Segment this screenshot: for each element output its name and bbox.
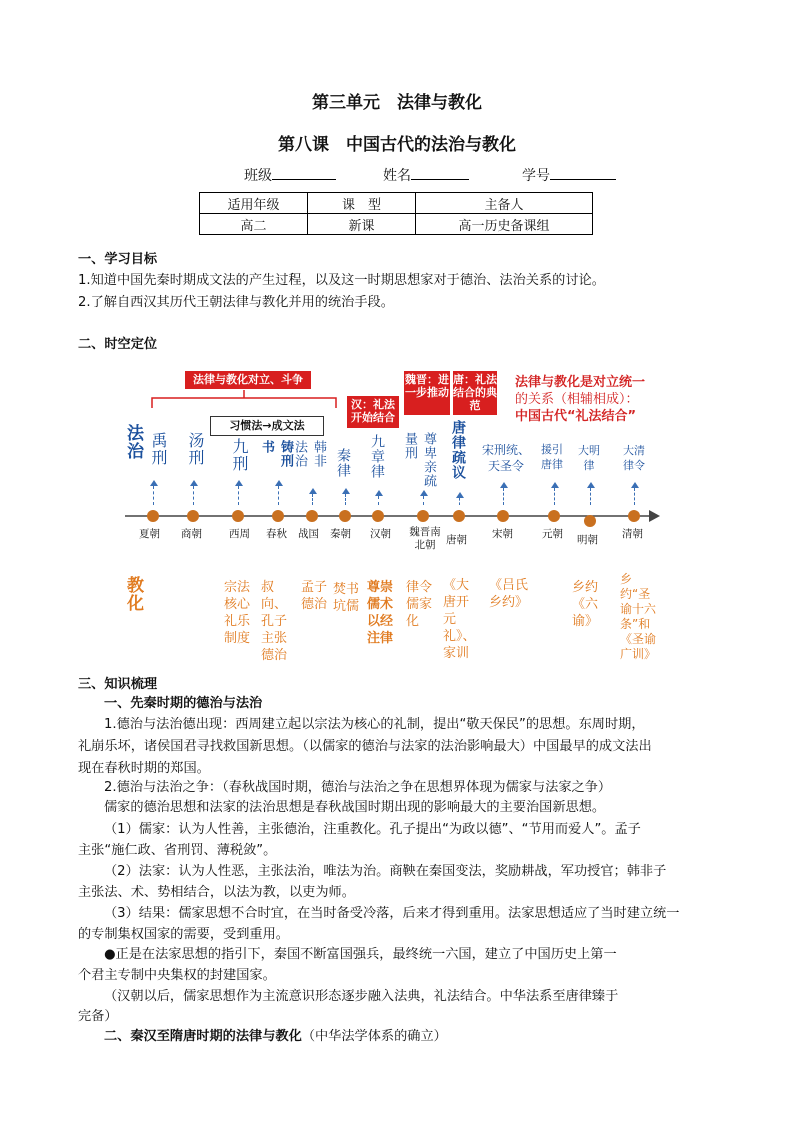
paragraph-line: 主张法、术、势相结合，以法为教，以吏为师。: [78, 885, 355, 900]
law-item: 韩非法治: [292, 440, 326, 468]
paragraph-line: （3）结果：儒家思想不合时宜，在当时备受冷落，后来才得到重用。法家思想适应了当时建立统一: [104, 906, 680, 921]
edu-item: 乡约“圣谕十六条”和《圣谕广训》: [620, 572, 657, 661]
law-side-label: 法治: [123, 424, 143, 460]
edu-item: 焚书坑儒: [333, 582, 360, 614]
law-item: 大清律令: [623, 444, 645, 472]
timeline-dot: [497, 510, 509, 522]
law-item: 援引唐律: [541, 443, 563, 471]
note-line: 法律与教化是对立统一: [515, 375, 646, 390]
goal-item: 2.了解自西汉其历代王朝法律与教化并用的统治手段。: [78, 295, 394, 310]
note-line: 中国古代“礼法结合”: [515, 409, 637, 424]
timeline-dot: [272, 510, 284, 522]
timeline-dot: [372, 510, 384, 522]
connector-line: [312, 494, 313, 505]
arrow-up-icon: [309, 488, 317, 494]
paragraph-line: 礼崩乐坏，诸侯国君寻找救国新思想。（以儒家的德治与法家的法治影响最大）中国最早的成文法出: [78, 739, 652, 754]
table-cell: 主备人: [416, 193, 593, 214]
era-label: 唐朝: [446, 534, 467, 546]
paragraph-line: 1.德治与法治德出现：西周建立起以宗法为核心的礼制，提出“敬天保民”的思想。东周时期，: [104, 717, 645, 732]
table-cell: 高二: [200, 214, 308, 235]
timeline-dot: [628, 510, 640, 522]
edu-side-label: 教化: [123, 576, 143, 612]
connector-line: [278, 486, 279, 505]
law-item: 秦律: [335, 448, 351, 478]
era-label: 夏朝: [139, 528, 160, 540]
han-box: 汉：礼法开始结合: [347, 396, 399, 428]
edu-item: 乡约《六谕》: [572, 580, 599, 629]
arrow-up-icon: [420, 490, 428, 496]
era-label: 清朝: [622, 528, 643, 540]
paragraph-line: 主张“施仁政、省刑罚、薄税敛”。: [78, 843, 277, 858]
connector-line: [153, 486, 154, 505]
edu-item: 律令儒家化: [406, 580, 433, 629]
law-item: 宋刑统、天圣令: [481, 443, 530, 473]
paragraph-line: ●正是在法家思想的指引下，秦国不断富国强兵，最终统一六国，建立了中国历史上第一: [104, 947, 617, 962]
law-item: 禹刑: [149, 432, 168, 466]
arrow-up-icon: [551, 482, 559, 488]
id-field[interactable]: [522, 165, 616, 185]
info-table: [199, 192, 593, 235]
paragraph-line: 完备）: [78, 1009, 118, 1024]
arrow-up-icon: [275, 480, 283, 486]
law-item: 九章律: [369, 434, 385, 479]
connector-line: [378, 496, 379, 505]
arrow-up-icon: [456, 492, 464, 498]
era-label: 元朝: [542, 528, 563, 540]
conflict-box: 法律与教化对立、斗争: [185, 371, 311, 389]
paragraph-line: 个君主专制中央集权的封建国家。: [78, 968, 276, 983]
tang-box: 唐：礼法结合的典范: [453, 371, 497, 415]
timeline-dot: [232, 510, 244, 522]
subsection-title: 一、先秦时期的德治与法治: [104, 696, 263, 711]
era-label: 春秋: [266, 528, 287, 540]
connector-line: [634, 488, 635, 505]
timeline-dot: [548, 510, 560, 522]
edu-item: 宗法核心礼乐制度: [224, 580, 251, 646]
law-item: 大明律: [578, 444, 600, 472]
unit-title: 第三单元 法律与教化: [312, 93, 482, 113]
timeline-dot: [584, 515, 596, 527]
wei-box: 魏晋：进一步推动: [404, 371, 450, 415]
connector-line: [459, 498, 460, 505]
table-row: [200, 214, 593, 235]
section-heading-timeline: 二、时空定位: [78, 337, 158, 352]
arrow-up-icon: [500, 482, 508, 488]
goal-item: 1.知道中国先秦时期成文法的产生过程，以及这一时期思想家对于德治、法治关系的讨论。: [78, 273, 605, 288]
arrow-up-icon: [587, 482, 595, 488]
paragraph-line: （2）法家：认为人性恶，主张法治，唯法为治。商鞅在秦国变法，奖励耕战，军功授官；韩非子: [104, 864, 667, 879]
law-item: 汤刑: [186, 432, 205, 466]
era-label: 秦朝: [330, 528, 351, 540]
lesson-title: 第八课 中国古代的法治与教化: [278, 135, 516, 155]
subsection-title-text: 二、秦汉至隋唐时期的法律与教化: [104, 1029, 302, 1044]
era-label: 魏晋南北朝: [409, 526, 441, 551]
section-heading-knowledge: 三、知识梳理: [78, 677, 158, 692]
arrow-up-icon: [631, 482, 639, 488]
subsection-note: （中华法学体系的确立）: [301, 1029, 447, 1044]
timeline-dot: [453, 510, 465, 522]
connector-line: [554, 488, 555, 505]
connector-line: [590, 488, 591, 505]
law-item: 九刑: [230, 438, 249, 472]
era-label: 明朝: [577, 534, 598, 546]
name-field[interactable]: [383, 165, 469, 185]
table-cell: 适用年级: [200, 193, 308, 214]
paragraph-line: 2.德治与法治之争：（春秋战国时期，德治与法治之争在思想界体现为儒家与法家之争）: [104, 780, 612, 795]
table-cell: 高一历史备课组: [416, 214, 593, 235]
edu-item: 叔向、孔子主张德治: [261, 580, 288, 663]
arrow-up-icon: [342, 488, 350, 494]
connector-line: [503, 488, 504, 505]
timeline-dot: [187, 510, 199, 522]
timeline-axis: [125, 505, 663, 525]
timeline-dot: [417, 510, 429, 522]
arrow-up-icon: [235, 480, 243, 486]
law-item: 唐律疏议: [450, 420, 466, 480]
timeline-dot: [147, 510, 159, 522]
edu-item: 尊崇儒术以经注律: [367, 580, 394, 646]
paragraph-line: 的专制集权国家的需要，受到重用。: [78, 927, 289, 942]
paragraph-line: （汉朝以后，儒家思想作为主流意识形态逐步融入法典，礼法结合。中华法系至唐律臻于: [104, 989, 619, 1004]
paragraph-line: 现在春秋时期的郑国。: [78, 761, 210, 776]
era-label: 商朝: [181, 528, 202, 540]
era-label: 汉朝: [370, 528, 391, 540]
name-label: 姓名: [383, 168, 411, 184]
conflict-bracket: [150, 388, 340, 410]
timeline-dot: [306, 510, 318, 522]
connector-line: [345, 494, 346, 505]
era-label: 战国: [298, 528, 319, 540]
edu-item: 《大唐开元礼》、家训: [443, 578, 476, 661]
table-cell: 新课: [308, 214, 416, 235]
paragraph-line: （1）儒家：认为人性善，主张德治，注重教化。孔子提出“为政以德”、“节用而爱人”。孟子: [104, 822, 641, 837]
law-item: 铸刑书: [259, 440, 293, 468]
timeline-dot: [339, 510, 351, 522]
relation-note: [515, 374, 645, 425]
custom-law-box: 习惯法→成文法: [210, 416, 324, 436]
paragraph-line: 儒家的德治思想和法家的法治思想是春秋战国时期出现的影响最大的主要治国新思想。: [104, 800, 606, 815]
arrow-up-icon: [375, 490, 383, 496]
connector-line: [193, 486, 194, 505]
table-header-row: [200, 193, 593, 214]
class-label: 班级: [244, 168, 272, 184]
subsection-title: [104, 1028, 754, 1046]
edu-item: 《吕氏乡约》: [489, 578, 529, 610]
arrow-up-icon: [190, 480, 198, 486]
connector-line: [238, 486, 239, 505]
era-label: 宋朝: [492, 528, 513, 540]
class-field[interactable]: [244, 165, 336, 185]
arrow-up-icon: [150, 480, 158, 486]
connector-line: [423, 496, 424, 505]
law-item: 尊卑亲疏量刑: [402, 432, 436, 488]
table-cell: 课 型: [308, 193, 416, 214]
section-heading-goals: 一、学习目标: [78, 252, 158, 267]
edu-item: 孟子德治: [301, 580, 328, 612]
note-line: 的关系（相辅相成）：: [515, 392, 639, 407]
era-label: 西周: [229, 528, 250, 540]
id-label: 学号: [522, 168, 550, 184]
